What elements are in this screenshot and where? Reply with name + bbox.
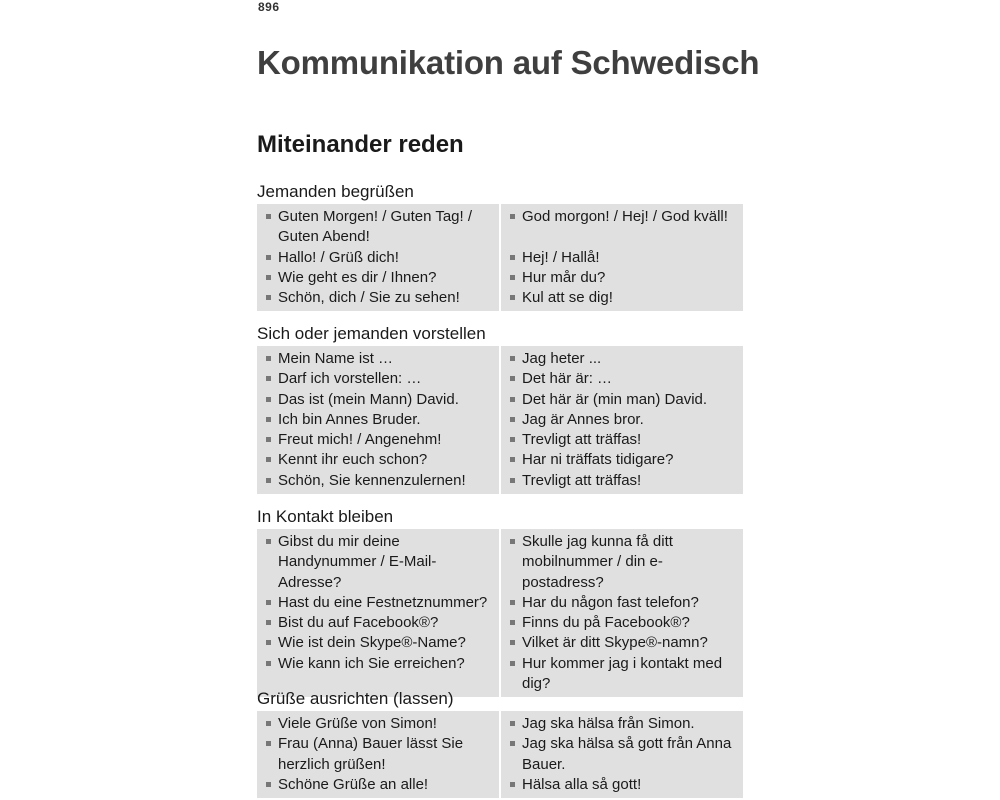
chapter-title: Miteinander reden bbox=[257, 131, 464, 158]
phrase-item: Frau (Anna) Bauer lässt Sie herzlich grüßen! bbox=[265, 734, 495, 775]
phrase-item: Har du någon fast telefon? bbox=[509, 593, 739, 613]
phrase-table bbox=[257, 204, 743, 311]
section-heading: Sich oder jemanden vorstellen bbox=[257, 324, 486, 343]
phrase-item: Jag ska hälsa från Simon. bbox=[509, 714, 739, 734]
phrase-item: Hur kommer jag i kontakt med dig? bbox=[509, 654, 739, 695]
phrase-item: Hur mår du? bbox=[509, 268, 739, 288]
section-introduce bbox=[257, 322, 743, 494]
phrase-table bbox=[257, 529, 743, 697]
swedish-column bbox=[501, 204, 743, 311]
phrase-item: Ich bin Annes Bruder. bbox=[265, 410, 495, 430]
swedish-column bbox=[501, 711, 743, 798]
german-column bbox=[257, 529, 499, 697]
phrase-item: Skulle jag kunna få ditt mobilnummer / din e-postadress? bbox=[509, 532, 739, 593]
section-heading: Grüße ausrichten (lassen) bbox=[257, 689, 454, 708]
phrase-item: Har ni träffats tidigare? bbox=[509, 450, 739, 470]
phrase-item: Hast du eine Festnetznummer? bbox=[265, 593, 495, 613]
phrase-item: Finns du på Facebook®? bbox=[509, 613, 739, 633]
phrase-item: Gibst du mir deine Handynummer / E-Mail-Adresse? bbox=[265, 532, 495, 593]
phrase-item: Freut mich! / Angenehm! bbox=[265, 430, 495, 450]
section-regards bbox=[257, 687, 743, 798]
phrase-table bbox=[257, 346, 743, 494]
german-column bbox=[257, 711, 499, 798]
phrase-item: Kennt ihr euch schon? bbox=[265, 450, 495, 470]
swedish-column bbox=[501, 346, 743, 494]
phrase-item: Det här är (min man) David. bbox=[509, 390, 739, 410]
phrase-item: Jag ska hälsa så gott från Anna Bauer. bbox=[509, 734, 739, 775]
page-number: 896 bbox=[258, 0, 280, 14]
phrase-item: Wie kann ich Sie erreichen? bbox=[265, 654, 495, 674]
phrase-item: Jag är Annes bror. bbox=[509, 410, 739, 430]
phrase-item: Schön, Sie kennenzulernen! bbox=[265, 471, 495, 491]
phrase-item: Darf ich vorstellen: … bbox=[265, 369, 495, 389]
phrase-item: Hej! / Hallå! bbox=[509, 248, 739, 268]
phrase-item: Wie ist dein Skype®-Name? bbox=[265, 633, 495, 653]
section-contact bbox=[257, 505, 743, 697]
phrase-item: Det här är: … bbox=[509, 369, 739, 389]
section-heading: Jemanden begrüßen bbox=[257, 182, 414, 201]
phrase-item: Guten Morgen! / Guten Tag! / Guten Abend! bbox=[265, 207, 495, 248]
german-column bbox=[257, 204, 499, 311]
page-title: Kommunikation auf Schwedisch bbox=[257, 44, 760, 81]
phrase-item: Wie geht es dir / Ihnen? bbox=[265, 268, 495, 288]
phrase-item: Kul att se dig! bbox=[509, 288, 739, 308]
german-column bbox=[257, 346, 499, 494]
phrase-item: Schöne Grüße an alle! bbox=[265, 775, 495, 795]
phrase-table bbox=[257, 711, 743, 798]
phrase-item: Vilket är ditt Skype®-namn? bbox=[509, 633, 739, 653]
section-greeting bbox=[257, 180, 743, 311]
phrase-item: Das ist (mein Mann) David. bbox=[265, 390, 495, 410]
swedish-column bbox=[501, 529, 743, 697]
phrase-item: Hälsa alla så gott! bbox=[509, 775, 739, 795]
phrase-item: Bist du auf Facebook®? bbox=[265, 613, 495, 633]
phrase-item: Schön, dich / Sie zu sehen! bbox=[265, 288, 495, 308]
phrase-item: Trevligt att träffas! bbox=[509, 430, 739, 450]
phrase-item: God morgon! / Hej! / God kväll! bbox=[509, 207, 739, 227]
phrase-item: Mein Name ist … bbox=[265, 349, 495, 369]
phrase-item: Viele Grüße von Simon! bbox=[265, 714, 495, 734]
phrase-item: Jag heter ... bbox=[509, 349, 739, 369]
section-heading: In Kontakt bleiben bbox=[257, 507, 394, 526]
phrase-item: Hallo! / Grüß dich! bbox=[265, 248, 495, 268]
phrase-item: Trevligt att träffas! bbox=[509, 471, 739, 491]
